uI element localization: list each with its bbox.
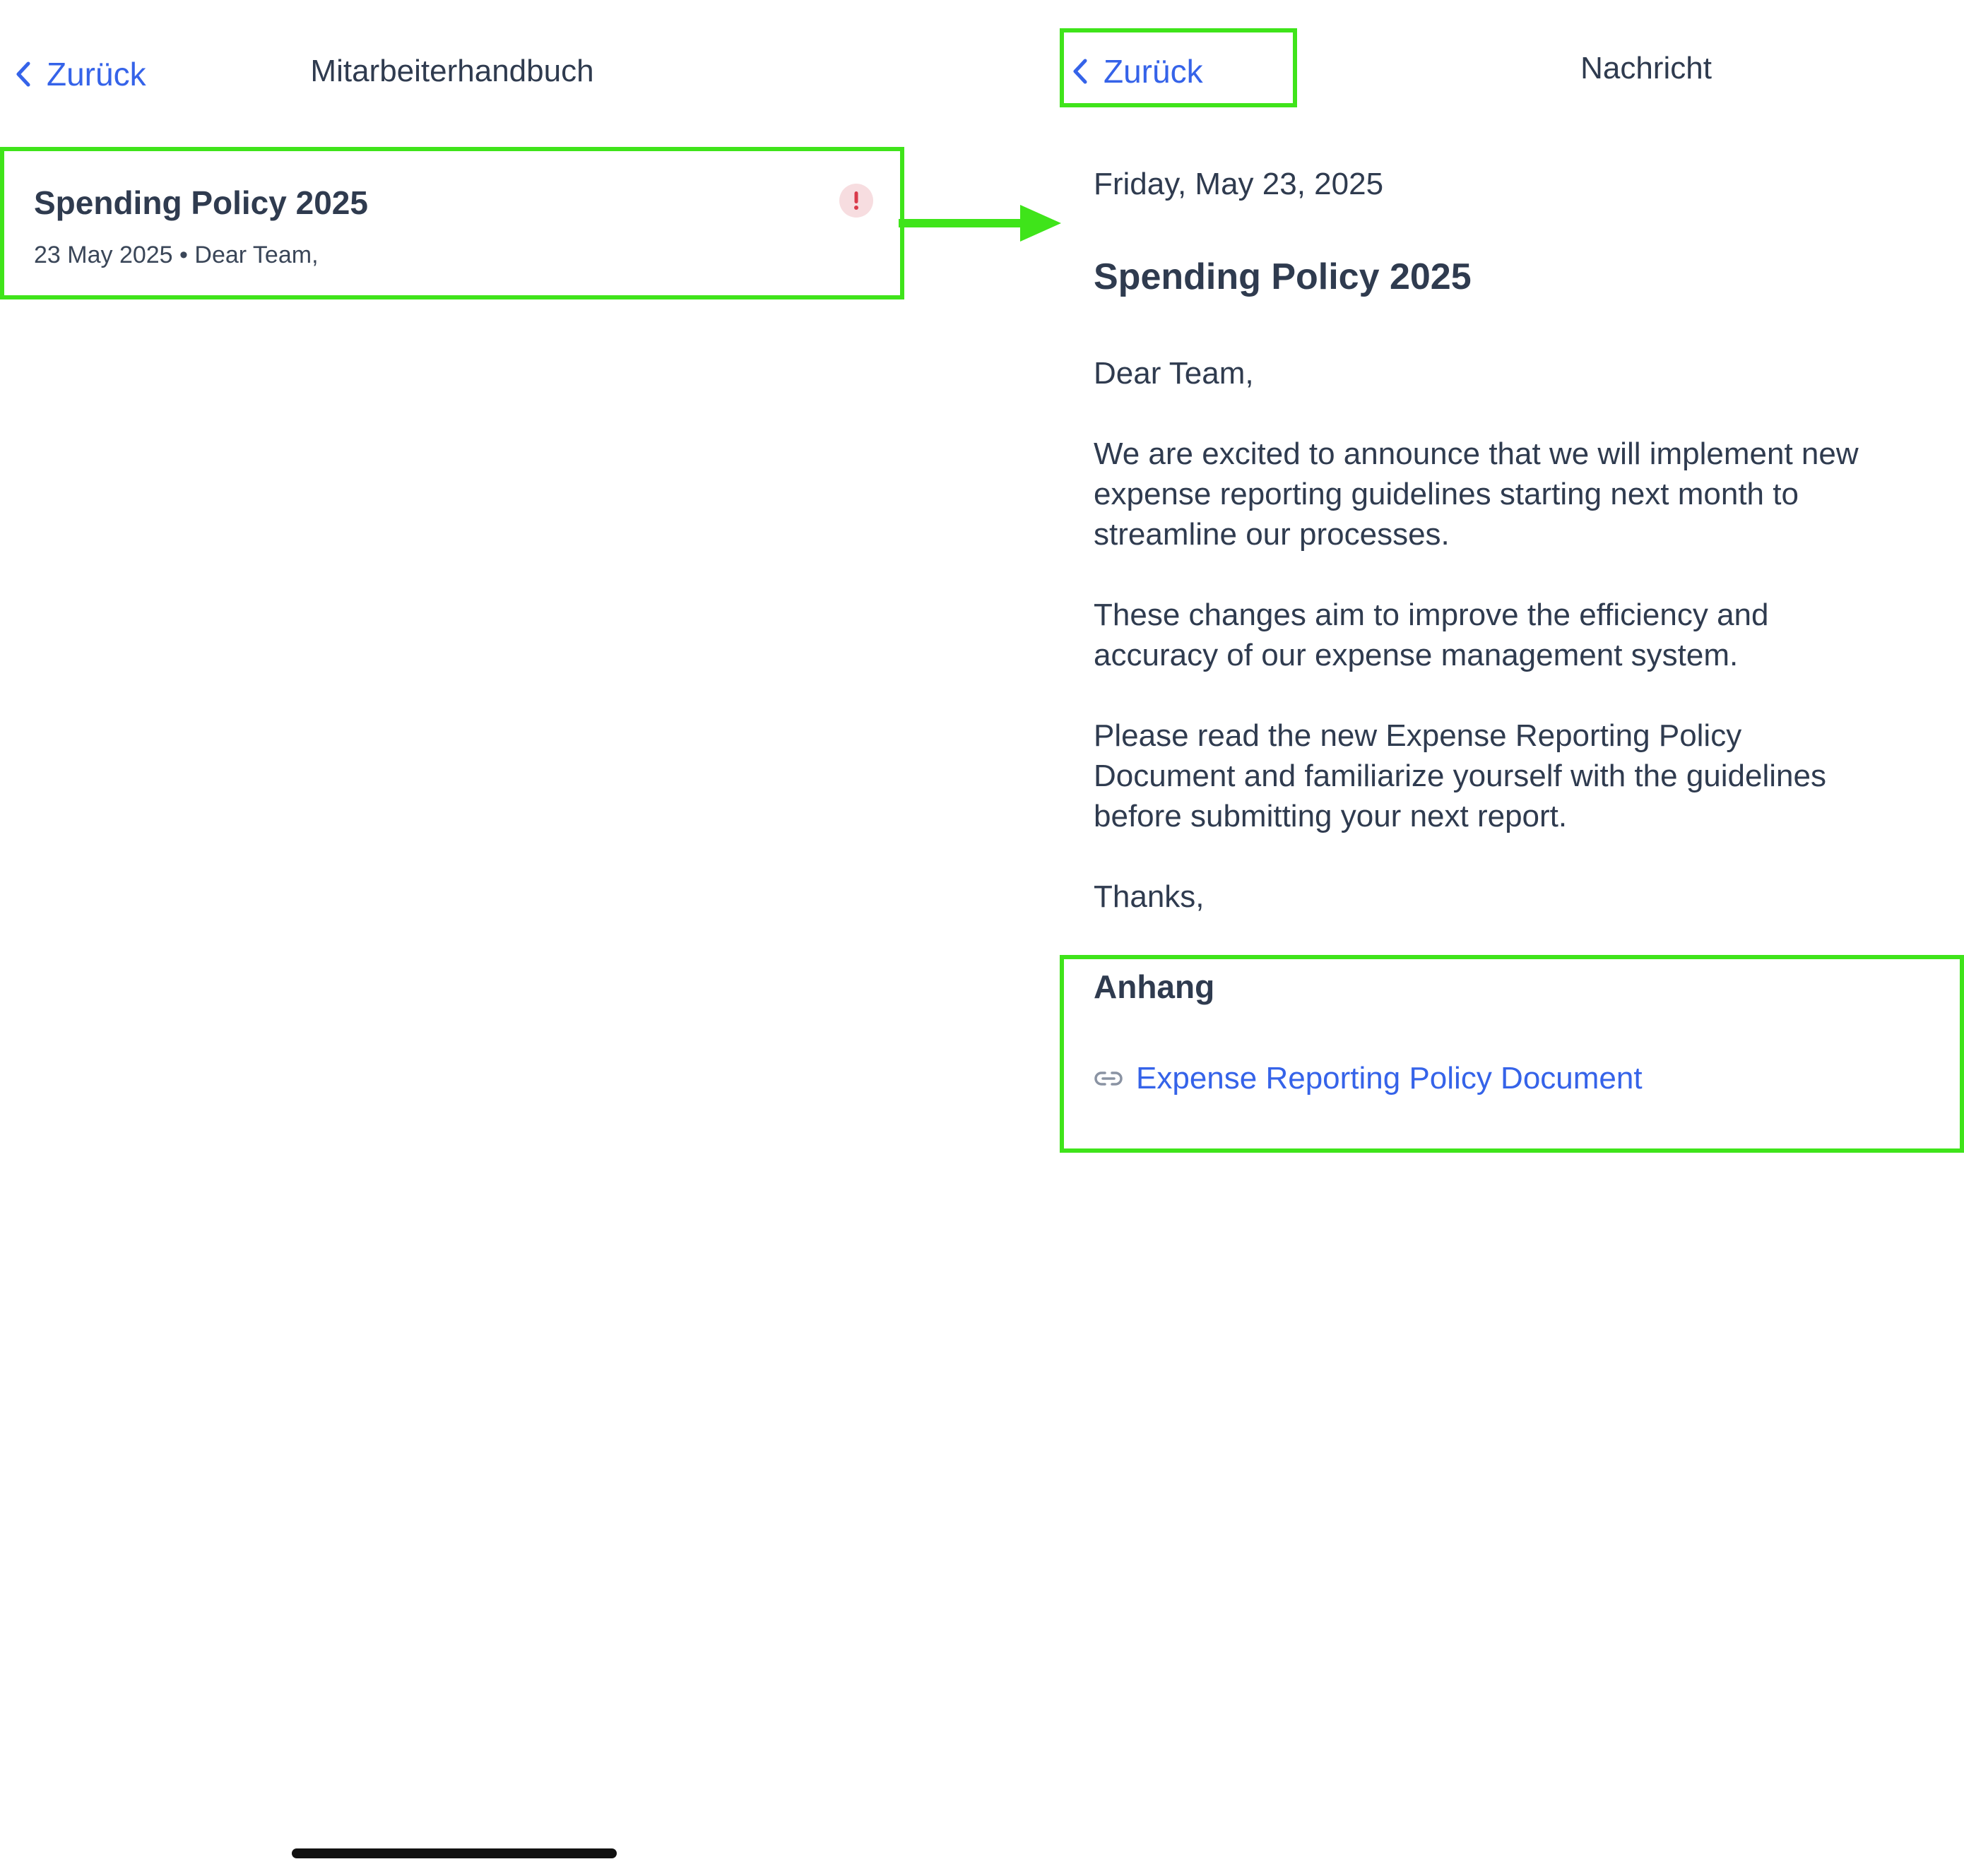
- meta-separator: •: [179, 242, 188, 268]
- back-button-label: Zurück: [1104, 53, 1203, 90]
- message-paragraph: [1094, 716, 1941, 836]
- attachment-link-label: Expense Reporting Policy Document: [1136, 1061, 1643, 1096]
- chevron-left-icon: [1072, 59, 1088, 84]
- message-paragraph: [1094, 434, 1941, 554]
- message-title: Spending Policy 2025: [34, 184, 368, 221]
- exclamation-alert-icon: [839, 184, 873, 218]
- attachment-section: [982, 955, 1964, 1153]
- paragraph-line: streamline our processes.: [1094, 517, 1450, 552]
- paragraph-line: expense reporting guidelines starting next month to: [1094, 477, 1799, 511]
- message-subject: Spending Policy 2025: [1094, 256, 1472, 297]
- message-meta: [34, 242, 319, 269]
- paragraph-line: accuracy of our expense management system.: [1094, 638, 1739, 672]
- paragraph-line: Document and familiarize yourself with the guidelines: [1094, 759, 1826, 793]
- message-closing: Thanks,: [1094, 879, 1205, 914]
- message-date: 23 May 2025: [34, 242, 173, 268]
- paragraph-line: before submitting your next report.: [1094, 799, 1568, 833]
- flow-arrow-icon: [899, 201, 1063, 246]
- page-title: Nachricht: [1580, 51, 1712, 85]
- paragraph-line: Please read the new Expense Reporting Policy: [1094, 718, 1742, 753]
- page-title: Mitarbeiterhandbuch: [310, 54, 594, 88]
- message-detail-screen: [982, 0, 1964, 1876]
- paragraph-line: We are excited to announce that we will implement new: [1094, 437, 1859, 471]
- attachment-link[interactable]: [1094, 1061, 1643, 1096]
- home-indicator: [292, 1848, 617, 1858]
- message-paragraph: [1094, 595, 1941, 675]
- chevron-left-icon: [16, 61, 31, 87]
- back-button[interactable]: [1072, 47, 1203, 96]
- message-list-item[interactable]: [0, 147, 903, 298]
- attachment-heading: Anhang: [1094, 968, 1215, 1005]
- message-date: Friday, May 23, 2025: [1094, 167, 1384, 201]
- link-icon: [1094, 1070, 1123, 1087]
- back-button[interactable]: [16, 49, 146, 99]
- paragraph-line: These changes aim to improve the efficiency and: [1094, 598, 1769, 632]
- message-preview: Dear Team,: [194, 242, 319, 268]
- back-button-label: Zurück: [47, 56, 146, 93]
- message-greeting: Dear Team,: [1094, 356, 1254, 391]
